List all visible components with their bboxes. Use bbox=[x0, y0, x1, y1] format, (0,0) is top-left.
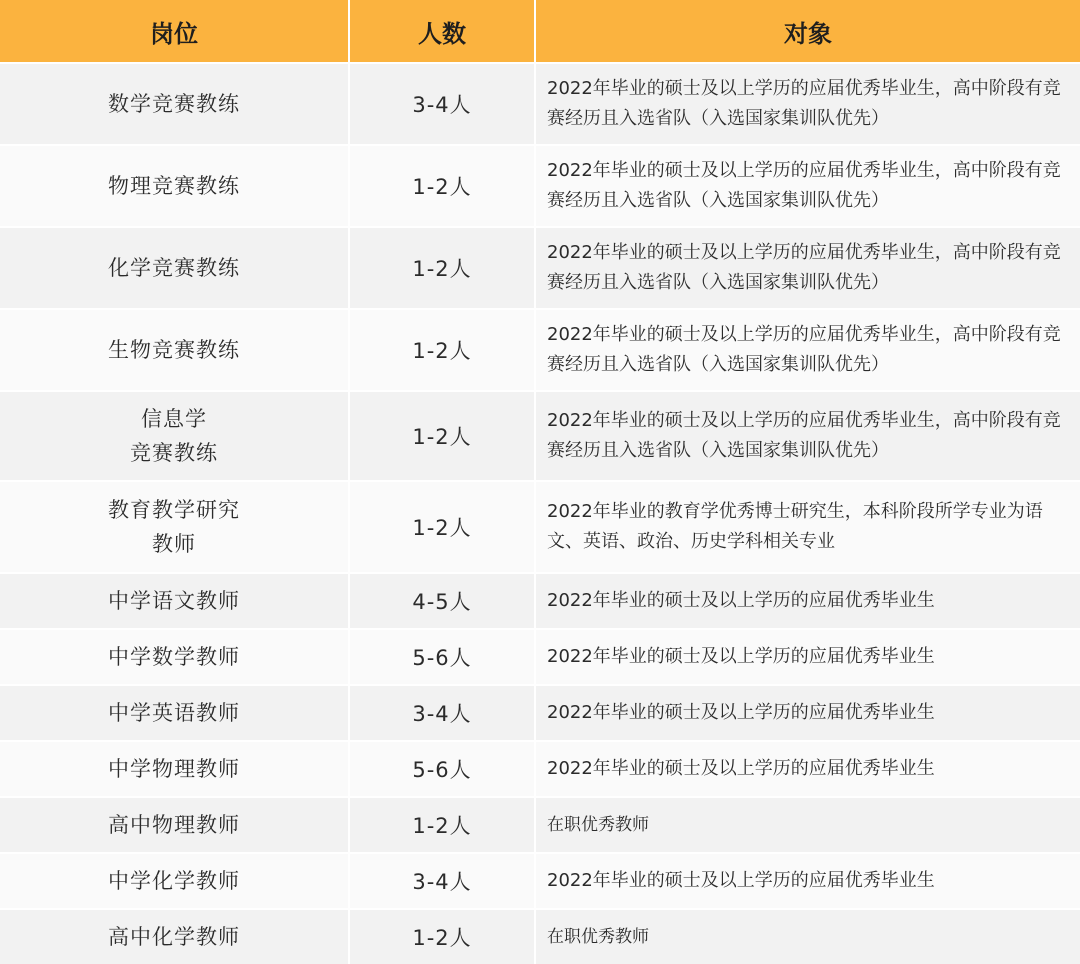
count-cell: 1-2人 bbox=[349, 309, 535, 391]
target-cell: 在职优秀教师 bbox=[535, 797, 1080, 853]
position-cell: 生物竞赛教练 bbox=[0, 309, 349, 391]
table-row bbox=[0, 797, 1080, 853]
table-row bbox=[0, 573, 1080, 629]
count-cell: 5-6人 bbox=[349, 741, 535, 797]
table-row bbox=[0, 741, 1080, 797]
count-cell: 1-2人 bbox=[349, 481, 535, 573]
count-cell: 1-2人 bbox=[349, 797, 535, 853]
target-cell: 2022年毕业的硕士及以上学历的应届优秀毕业生，高中阶段有竞赛经历且入选省队（入选国家集训队优先） bbox=[535, 63, 1080, 145]
target-cell: 2022年毕业的硕士及以上学历的应届优秀毕业生 bbox=[535, 853, 1080, 909]
count-cell: 1-2人 bbox=[349, 909, 535, 964]
position-line: 教育教学研究 bbox=[108, 498, 240, 522]
target-cell: 2022年毕业的硕士及以上学历的应届优秀毕业生，高中阶段有竞赛经历且入选省队（入选国家集训队优先） bbox=[535, 227, 1080, 309]
position-cell: 中学物理教师 bbox=[0, 741, 349, 797]
header-count: 人数 bbox=[349, 0, 535, 63]
position-cell: 化学竞赛教练 bbox=[0, 227, 349, 309]
position-cell: 高中物理教师 bbox=[0, 797, 349, 853]
position-line: 信息学 bbox=[141, 407, 207, 431]
count-cell: 3-4人 bbox=[349, 63, 535, 145]
target-cell: 2022年毕业的硕士及以上学历的应届优秀毕业生 bbox=[535, 629, 1080, 685]
table-row bbox=[0, 629, 1080, 685]
table-row bbox=[0, 909, 1080, 964]
table-row bbox=[0, 309, 1080, 391]
position-cell: 中学数学教师 bbox=[0, 629, 349, 685]
target-cell: 2022年毕业的硕士及以上学历的应届优秀毕业生，高中阶段有竞赛经历且入选省队（入选国家集训队优先） bbox=[535, 391, 1080, 481]
target-cell: 2022年毕业的硕士及以上学历的应届优秀毕业生 bbox=[535, 741, 1080, 797]
position-cell: 中学英语教师 bbox=[0, 685, 349, 741]
target-cell: 2022年毕业的教育学优秀博士研究生，本科阶段所学专业为语文、英语、政治、历史学科相关专业 bbox=[535, 481, 1080, 573]
count-cell: 5-6人 bbox=[349, 629, 535, 685]
count-cell: 4-5人 bbox=[349, 573, 535, 629]
position-cell: 中学语文教师 bbox=[0, 573, 349, 629]
header-position: 岗位 bbox=[0, 0, 349, 63]
target-cell: 2022年毕业的硕士及以上学历的应届优秀毕业生，高中阶段有竞赛经历且入选省队（入选国家集训队优先） bbox=[535, 145, 1080, 227]
table-row bbox=[0, 481, 1080, 573]
position-cell: 中学化学教师 bbox=[0, 853, 349, 909]
position-cell: 高中化学教师 bbox=[0, 909, 349, 964]
target-cell: 2022年毕业的硕士及以上学历的应届优秀毕业生 bbox=[535, 685, 1080, 741]
table-row bbox=[0, 853, 1080, 909]
count-cell: 3-4人 bbox=[349, 853, 535, 909]
position-cell bbox=[0, 481, 349, 573]
target-cell: 2022年毕业的硕士及以上学历的应届优秀毕业生，高中阶段有竞赛经历且入选省队（入选国家集训队优先） bbox=[535, 309, 1080, 391]
position-cell: 数学竞赛教练 bbox=[0, 63, 349, 145]
position-line: 教师 bbox=[152, 532, 196, 556]
table-row bbox=[0, 391, 1080, 481]
table-row bbox=[0, 227, 1080, 309]
position-line: 竞赛教练 bbox=[130, 441, 218, 465]
count-cell: 1-2人 bbox=[349, 227, 535, 309]
position-cell: 物理竞赛教练 bbox=[0, 145, 349, 227]
target-cell: 在职优秀教师 bbox=[535, 909, 1080, 964]
table-row bbox=[0, 63, 1080, 145]
count-cell: 1-2人 bbox=[349, 391, 535, 481]
count-cell: 1-2人 bbox=[349, 145, 535, 227]
count-cell: 3-4人 bbox=[349, 685, 535, 741]
table-row bbox=[0, 685, 1080, 741]
table-row bbox=[0, 145, 1080, 227]
target-cell: 2022年毕业的硕士及以上学历的应届优秀毕业生 bbox=[535, 573, 1080, 629]
header-target: 对象 bbox=[535, 0, 1080, 63]
table-header bbox=[0, 0, 1080, 63]
table-body bbox=[0, 63, 1080, 964]
position-cell bbox=[0, 391, 349, 481]
